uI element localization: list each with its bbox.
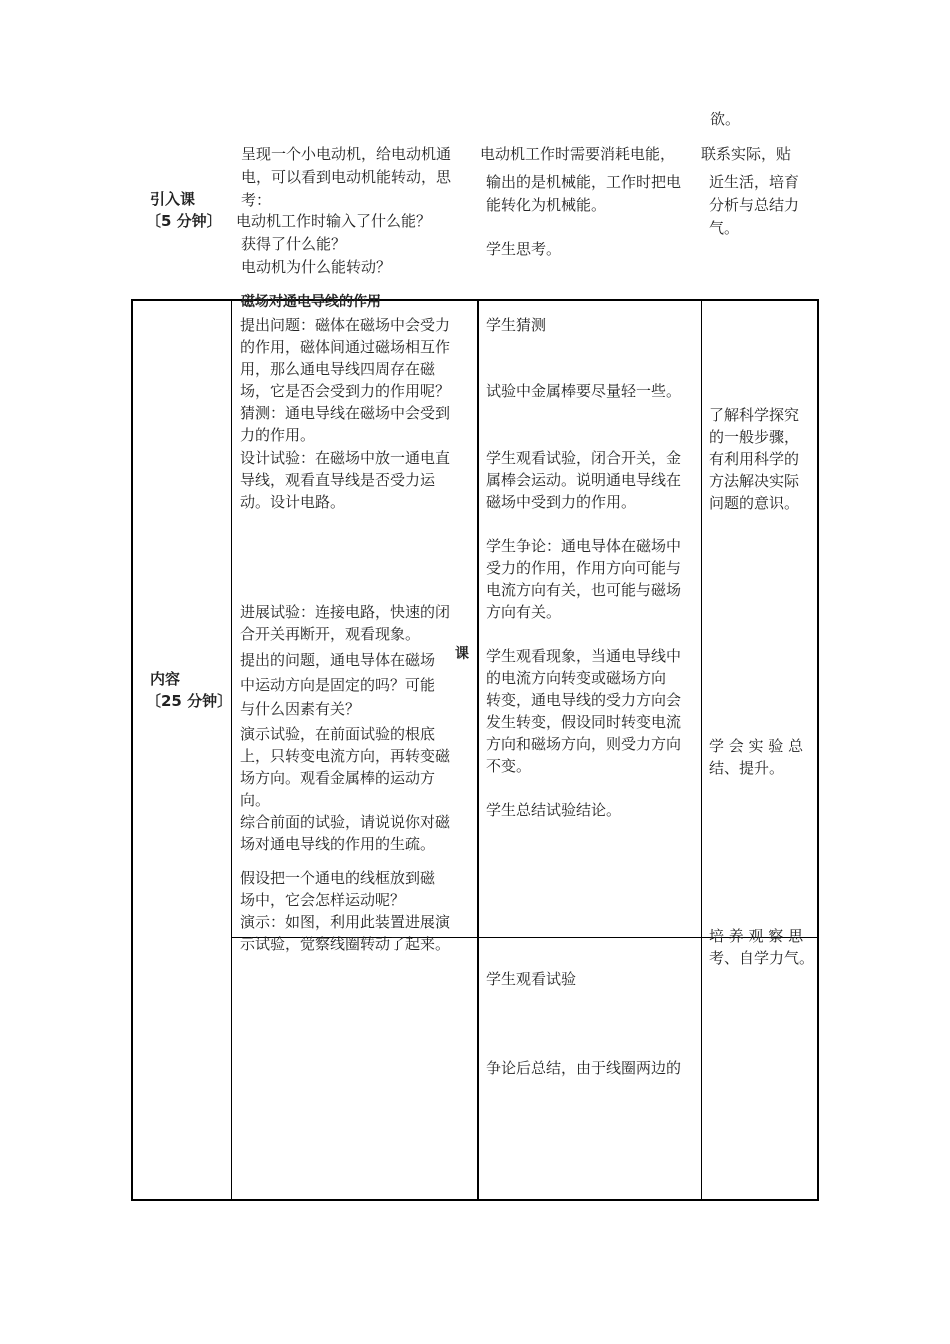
student-line: 学生观看试验，闭合开关，金 <box>486 449 682 467</box>
teacher-line: 中运动方向是固定的吗？可能 <box>240 676 436 694</box>
intro-intent-line: 分析与总结力 <box>709 196 800 214</box>
teacher-line: 进展试验：连接电路，快速的闭 <box>240 603 451 621</box>
student-line: 试验中金属棒要尽量轻一些。 <box>486 382 682 400</box>
side-char: 课 <box>455 646 469 662</box>
intent-line: 有利用科学的 <box>709 450 800 468</box>
teacher-line: 场，它是否会受到力的作用呢？ <box>240 382 451 400</box>
student-line: 方向和磁场方向，则受力方向 <box>486 735 682 753</box>
teacher-line: 场中，它会怎样运动呢？ <box>240 891 406 909</box>
student-line: 方向有关。 <box>486 603 562 621</box>
intent-line: 方法解决实际 <box>709 472 800 490</box>
section-heading: 磁场对通电导线的作用 <box>241 294 381 310</box>
student-line: 学生猜测 <box>486 316 547 334</box>
intro-teacher-line: 电，可以看到电动机能转动，思 <box>241 168 452 186</box>
intro-duration: 〔5 分钟〕 <box>146 212 222 230</box>
table-divider-3 <box>701 299 702 1201</box>
teacher-line: 猜测：通电导线在磁场中会受到 <box>240 404 451 422</box>
table-border-right <box>817 299 819 1201</box>
intro-label: 引入课 <box>150 190 196 208</box>
teacher-line: 设计试验：在磁场中放一通电直 <box>240 449 451 467</box>
teacher-line: 提出的问题，通电导体在磁场 <box>240 651 436 669</box>
student-line: 争论后总结，由于线圈两边的 <box>486 1059 682 1077</box>
main-duration: 〔25 分钟〕 <box>146 692 233 710</box>
teacher-line: 演示试验，在前面试验的根底 <box>240 725 436 743</box>
teacher-line: 与什么因素有关？ <box>240 700 361 718</box>
intro-student-line: 电动机工作时需要消耗电能， <box>480 145 676 163</box>
student-line: 受力的作用，作用方向可能与 <box>486 559 682 577</box>
intro-student-line: 能转化为机械能。 <box>486 196 607 214</box>
student-line: 发生转变，假设同时转变电流 <box>486 713 682 731</box>
teacher-line: 向。 <box>240 791 271 809</box>
teacher-line: 导线，观看直导线是否受力运 <box>240 471 436 489</box>
teacher-line: 合开关再断开，观看现象。 <box>240 625 421 643</box>
teacher-line: 动。设计电路。 <box>240 493 346 511</box>
intent-line: 问题的意识。 <box>709 494 800 512</box>
intro-intent-line: 联系实际，贴 <box>701 145 792 163</box>
intent-line: 培 养 观 察 思 <box>709 927 804 945</box>
intro-row-label <box>150 188 195 210</box>
main-row-label: 内容 <box>150 670 181 688</box>
student-line: 属棒会运动。说明通电导线在 <box>486 471 682 489</box>
teacher-line: 用，那么通电导线四周存在磁 <box>240 360 436 378</box>
student-line: 电流方向有关，也可能与磁场 <box>486 581 682 599</box>
table-border-top <box>131 299 819 301</box>
table-divider-2 <box>477 299 479 1201</box>
teacher-line: 演示：如图，利用此装置进展演 <box>240 913 451 931</box>
student-line: 学生争论：通电导体在磁场中 <box>486 537 682 555</box>
student-line: 学生观看试验 <box>486 970 577 988</box>
student-line: 学生观看现象，当通电导线中 <box>486 647 682 665</box>
intent-line: 了解科学探究 <box>709 406 800 424</box>
intro-intent-line: 近生活，培育 <box>709 173 800 191</box>
student-line: 磁场中受到力的作用。 <box>486 493 637 511</box>
teacher-line: 上，只转变电流方向，再转变磁 <box>240 747 451 765</box>
intent-line: 结、提升。 <box>709 759 785 777</box>
intro-intent-line: 气。 <box>709 219 740 237</box>
table-border-bottom <box>131 1199 819 1201</box>
intent-line: 学 会 实 验 总 <box>709 737 804 755</box>
teacher-line: 综合前面的试验，请说说你对磁 <box>240 813 451 831</box>
intro-teacher-line: 考： <box>241 191 272 209</box>
intro-teacher-line: 电动机为什么能转动？ <box>241 258 392 276</box>
intent-line: 的一般步骤， <box>709 428 800 446</box>
teacher-line: 假设把一个通电的线框放到磁 <box>240 869 436 887</box>
intent-line: 考、自学力气。 <box>709 949 815 967</box>
student-line: 不变。 <box>486 757 532 775</box>
teacher-line: 提出问题：磁体在磁场中会受力 <box>240 316 451 334</box>
table-divider-1 <box>231 299 232 1201</box>
teacher-line: 场方向。观看金属棒的运动方 <box>240 769 436 787</box>
student-line: 的电流方向转变或磁场方向 <box>486 669 667 687</box>
teacher-line: 的作用，磁体间通过磁场相互作 <box>240 338 451 356</box>
intro-teacher-line: 电动机工作时输入了什么能？ <box>236 212 432 230</box>
teacher-line: 场对通电导线的作用的生疏。 <box>240 835 436 853</box>
intro-teacher-line: 获得了什么能？ <box>241 235 347 253</box>
intro-intent-top: 欲。 <box>710 110 741 128</box>
intro-student-line: 输出的是机械能，工作时把电 <box>486 173 682 191</box>
intro-teacher-line: 呈现一个小电动机，给电动机通 <box>241 145 452 163</box>
student-line: 学生总结试验结论。 <box>486 801 622 819</box>
table-border-left <box>131 299 133 1201</box>
teacher-line: 示试验，觉察线圈转动了起来。 <box>240 935 451 953</box>
student-line: 转变，通电导线的受力方向会 <box>486 691 682 709</box>
teacher-line: 力的作用。 <box>240 426 316 444</box>
intro-student-line: 学生思考。 <box>486 240 562 258</box>
